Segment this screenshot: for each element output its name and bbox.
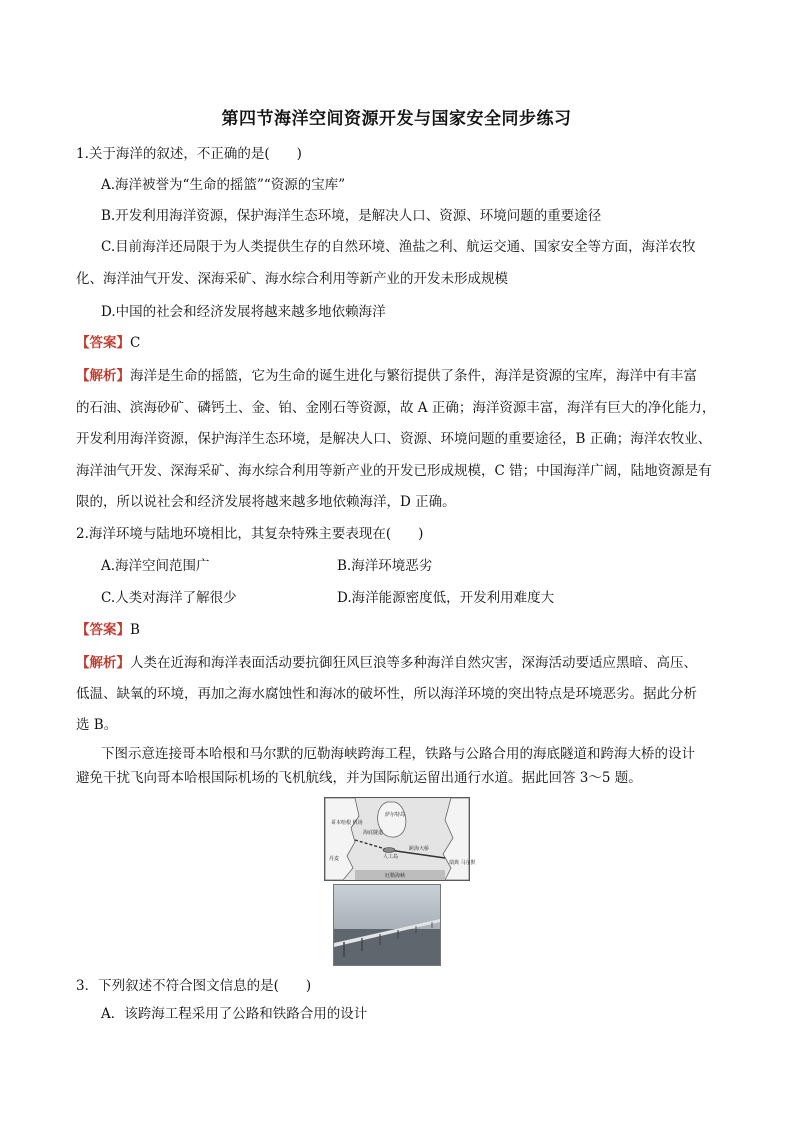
q1-option-b: B.开发利用海洋资源，保护海洋生态环境，是解决人口、资源、环境问题的重要途径 xyxy=(101,208,602,224)
map-label-east: 瑞典 马尔默 xyxy=(449,860,476,866)
q3-stem: 3．下列叙述不符合图文信息的是( ) xyxy=(76,978,312,994)
map-label-tunnel: 海底隧道 xyxy=(363,830,384,836)
q1-option-d: D.中国的社会和经济发展将越来越多地依赖海洋 xyxy=(101,304,386,320)
q1-option-c-line1: C.目前海洋还局限于为人类提供生存的自然环境、渔盐之利、航运交通、国家安全等方面，海洋农牧 xyxy=(101,239,696,255)
analysis-text: 人类在近海和海洋表面活动要抗御狂风巨浪等多种海洋自然灾害，深海活动要适应黑暗、高压、 xyxy=(130,655,697,671)
bridge-photo xyxy=(333,884,441,966)
q1-stem: 1.关于海洋的叙述，不正确的是( ) xyxy=(76,146,302,162)
bridge-photo-drawing xyxy=(334,885,440,965)
map-label-strait: 厄勒海峡 xyxy=(385,873,406,879)
answer-label: 【答案】 xyxy=(76,622,130,638)
answer-value: C xyxy=(130,335,141,351)
q1-analysis-line2: 的石油、滨海砂矿、磷钙土、金、铂、金刚石等资源，故 A 正确；海洋资源丰富，海洋有巨大的净化能力， xyxy=(76,400,716,416)
q1-analysis-line5: 限的，所以说社会和经济发展将越来越多地依赖海洋，D 正确。 xyxy=(76,494,456,510)
q1-analysis-line3: 开发利用海洋资源，保护海洋生态环境，是解决人口、资源、环境问题的重要途径，B 正确；海洋农牧业、 xyxy=(76,431,712,447)
q1-option-c-line2: 化、海洋油气开发、深海采矿、海水综合利用等新产业的开发未形成规模 xyxy=(76,271,508,287)
analysis-label: 【解析】 xyxy=(76,368,130,384)
q1-option-a: A.海洋被誉为“生命的摇篮”“资源的宝库” xyxy=(101,177,346,193)
q2-option-a: A.海洋空间范围广 xyxy=(101,558,210,574)
map-label-artificial-island: 人工岛 xyxy=(383,854,399,860)
map-label-bridge: 跨海大桥 xyxy=(409,846,430,852)
map-label-west: 丹麦 xyxy=(329,856,340,862)
analysis-text: 海洋是生命的摇篮，它为生命的诞生进化与繁衍提供了条件，海洋是资源的宝库，海洋中有丰富 xyxy=(130,368,697,384)
q2-analysis-line2: 低温、缺氧的环境，再加之海水腐蚀性和海冰的破坏性，所以海洋环境的突出特点是环境恶劣。据此分析 xyxy=(76,686,697,702)
q2-stem: 2.海洋环境与陆地环境相比，其复杂特殊主要表现在( ) xyxy=(76,526,424,542)
page-title: 第四节海洋空间资源开发与国家安全同步练习 xyxy=(221,109,572,129)
q1-analysis-line4: 海洋油气开发、深海采矿、海水综合利用等新产业的开发已形成规模，C 错；中国海洋广阔，陆地资源是有 xyxy=(76,463,712,479)
answer-value: B xyxy=(130,622,140,638)
q2-option-d: D.海洋能源密度低，开发利用难度大 xyxy=(337,590,555,606)
map-label-island: 萨尔特岛 xyxy=(385,812,406,818)
q2-option-b: B.海洋环境恶劣 xyxy=(337,558,433,574)
q2-answer xyxy=(76,620,140,640)
map-drawing xyxy=(325,798,476,880)
analysis-label: 【解析】 xyxy=(76,655,130,671)
q1-analysis-line1 xyxy=(76,366,697,386)
q2-option-c: C.人类对海洋了解很少 xyxy=(101,590,237,606)
map-label-airport: 哥本哈根 机场 xyxy=(331,820,363,826)
oresund-map-figure xyxy=(324,797,476,881)
answer-label: 【答案】 xyxy=(76,335,130,351)
intro-line2: 避免干扰飞向哥本哈根国际机场的飞机航线，并为国际航运留出通行水道。据此回答 3～5 题。 xyxy=(76,770,642,786)
q2-analysis-line1 xyxy=(76,653,697,673)
q1-answer xyxy=(76,333,140,353)
q2-analysis-line3: 选 B。 xyxy=(76,717,118,733)
intro-line1: 下图示意连接哥本哈根和马尔默的厄勒海峡跨海工程，铁路与公路合用的海底隧道和跨海大桥的设计 xyxy=(101,746,695,762)
q3-option-a: A．该跨海工程采用了公路和铁路合用的设计 xyxy=(101,1006,368,1022)
